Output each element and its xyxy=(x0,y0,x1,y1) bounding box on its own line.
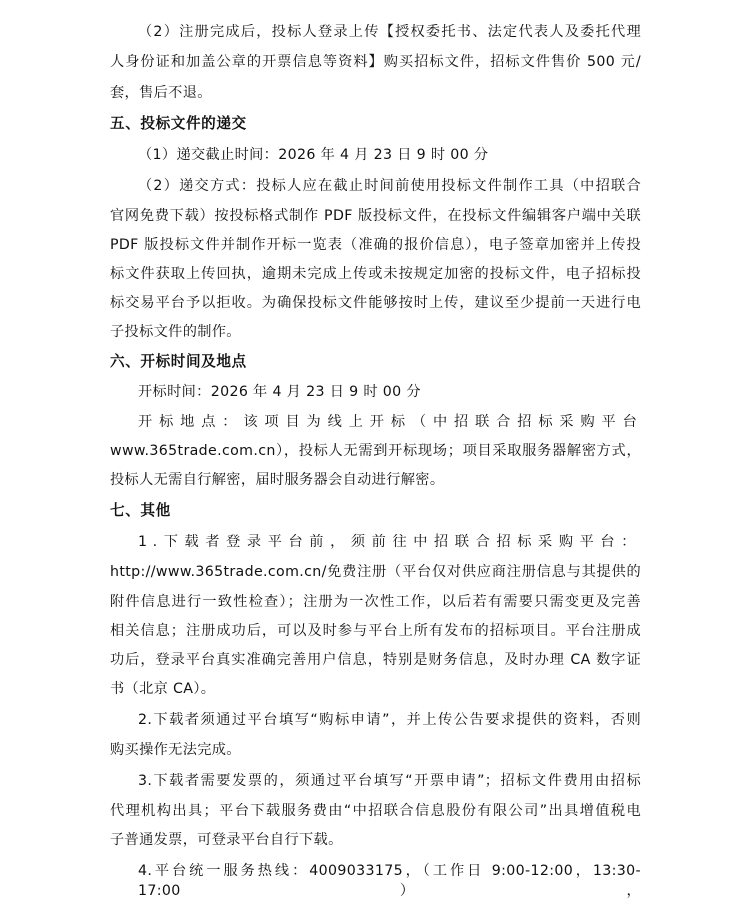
text-line: （1）递交截止时间：2026 年 4 月 23 日 9 时 00 分 xyxy=(138,147,489,163)
text-line: （2）递交方式：投标人应在截止时间前使用投标文件制作工具（中招联合 xyxy=(138,178,641,194)
text-line: 投标人无需自行解密，届时服务器会自动进行解密。 xyxy=(110,472,445,488)
text-line: 标交易平台予以拒收。为确保投标文件能够按时上传，建议至少提前一天进行电 xyxy=(110,295,641,311)
text-line: 开标地点：该项目为线上开标（中招联合招标采购平台 xyxy=(138,414,641,430)
section-heading: 七、其他 xyxy=(110,502,171,519)
text-line: 附件信息进行一致性检查）；注册为一次性工作，以后若有需要只需变更及完善 xyxy=(110,594,641,610)
text-line: 子投标文件的制作。 xyxy=(110,324,241,340)
text-line: 开标时间：2026 年 4 月 23 日 9 时 00 分 xyxy=(138,384,421,400)
text-line: http://www.365trade.com.cn/免费注册（平台仅对供应商注册信息与其提供的 xyxy=(110,564,641,580)
text-line: 2.下载者须通过平台填写“购标申请”，并上传公告要求提供的资料，否则 xyxy=(138,712,641,728)
text-line: 1.下载者登录平台前，须前往中招联合招标采购平台： xyxy=(138,534,641,550)
text-line: 3.下载者需要发票的，须通过平台填写“开票申请”；招标文件费用由招标 xyxy=(138,773,641,789)
text-line: 代理机构出具；平台下载服务费由“中招联合信息股份有限公司”出具增值税电 xyxy=(110,803,641,819)
text-line: （2）注册完成后，投标人登录上传【授权委托书、法定代表人及委托代理 xyxy=(138,24,641,40)
text-line: PDF 版投标文件并制作开标一览表（准确的报价信息），电子签章加密并上传投 xyxy=(110,237,641,253)
text-line: 人身份证和加盖公章的开票信息等资料】购买招标文件，招标文件售价 500 元/ xyxy=(110,54,641,70)
text-line: 购买操作无法完成。 xyxy=(110,742,241,758)
text-line: 书（北京 CA）。 xyxy=(110,681,216,697)
text-line: 功后，登录平台真实准确完善用户信息，特别是财务信息，及时办理 CA 数字证 xyxy=(110,652,641,668)
section-heading: 六、开标时间及地点 xyxy=(110,353,247,370)
text-line: 子普通发票，可登录平台自行下载。 xyxy=(110,832,343,848)
text-line: 官网免费下载）按投标格式制作 PDF 版投标文件，在投标文件编辑客户端中关联 xyxy=(110,208,641,224)
text-line: www.365trade.com.cn），投标人无需到开标现场；项目采取服务器解密方式， xyxy=(110,443,641,459)
text-line: 4.平台统一服务热线：4009033175，（工作日 9:00-12:00，13:30-17:00）， xyxy=(138,863,641,899)
section-heading: 五、投标文件的递交 xyxy=(110,115,247,132)
text-line: 相关信息；注册成功后，可以及时参与平台上所有发布的招标项目。平台注册成 xyxy=(110,623,641,639)
text-line: 标文件获取上传回执，逾期未完成上传或未按规定加密的投标文件，电子招标投 xyxy=(110,266,641,282)
text-line: 套，售后不退。 xyxy=(110,85,212,101)
